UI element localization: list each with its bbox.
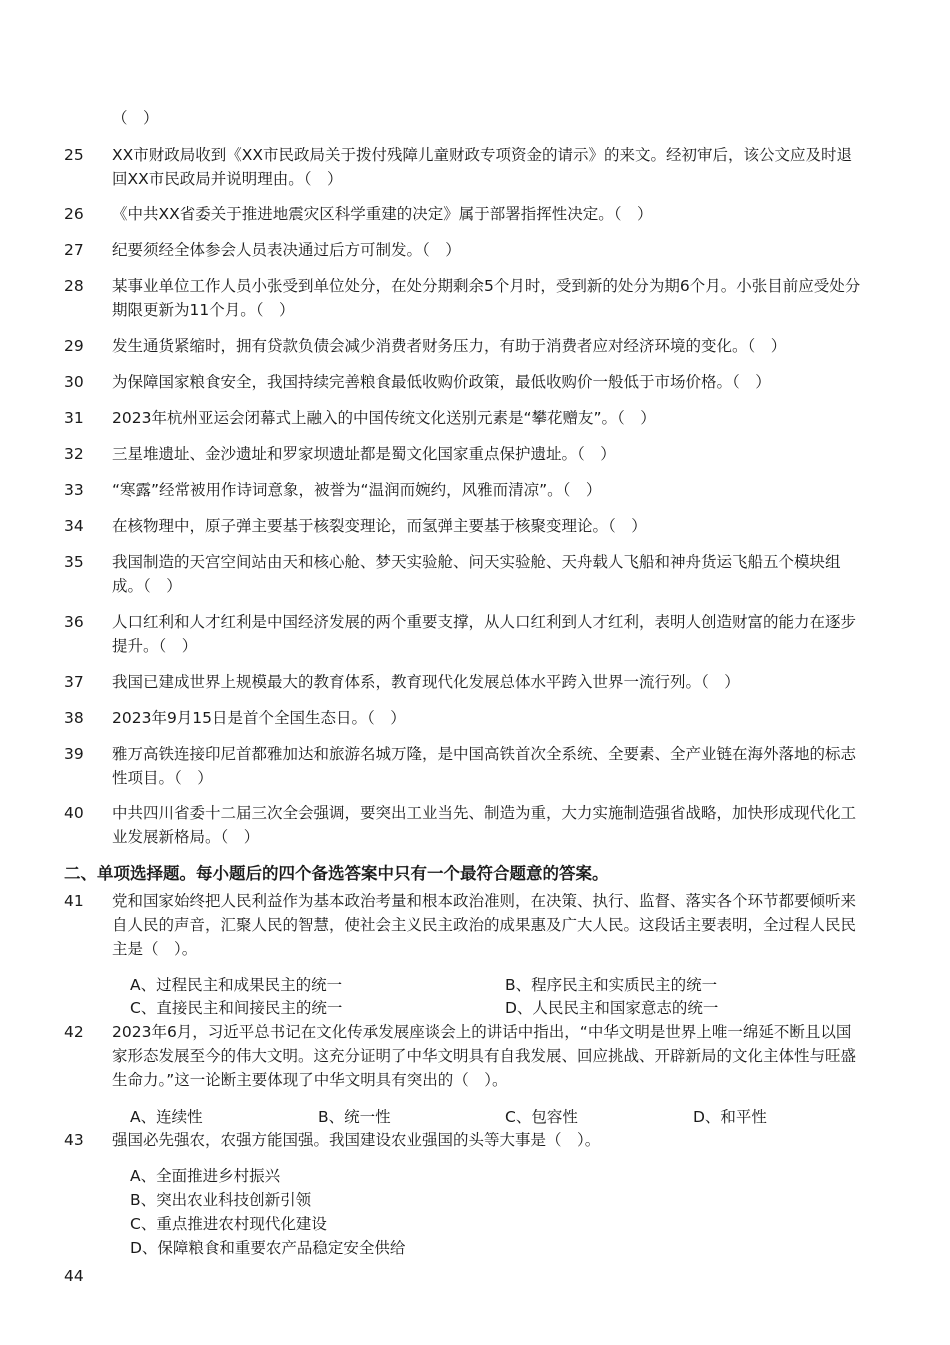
question-number: 42 [64,1023,84,1041]
question-text: 在核物理中，原子弹主要基于核裂变理论，而氢弹主要基于核聚变理论。（ ） [112,517,647,535]
section-heading: 二、单项选择题。每小题后的四个备选答案中只有一个最符合题意的答案。 [64,864,609,883]
question-number: 31 [64,409,84,427]
question-number: 43 [64,1131,84,1149]
previous-question-blank: （ ） [112,109,159,127]
question-32 [64,442,864,466]
option-a: A、连续性 [130,1108,203,1126]
question-text: 中共四川省委十二届三次全会强调，要突出工业当先、制造为重，大力实施制造强省战略，加快形成现代化工业发展新格局。（ ） [112,804,857,846]
question-text: 为保障国家粮食安全，我国持续完善粮食最低收购价政策，最低收购价一般低于市场价格。（ ） [112,373,771,391]
question-30 [64,370,864,394]
question-text: 我国已建成世界上规模最大的教育体系，教育现代化发展总体水平跨入世界一流行列。（ ） [112,673,740,691]
question-number: 44 [64,1267,84,1285]
question-number: 41 [64,892,84,910]
option-c: C、直接民主和间接民主的统一 [130,999,343,1017]
option-b: B、程序民主和实质民主的统一 [505,976,718,994]
question-number: 28 [64,277,84,295]
question-number: 38 [64,709,84,727]
question-34 [64,514,864,538]
question-text: “寒露”经常被用作诗词意象，被誉为“温润而婉约，风雅而清凉”。（ ） [112,481,602,499]
question-number: 33 [64,481,84,499]
question-39 [64,742,864,790]
question-text: 强国必先强农，农强方能国强。我国建设农业强国的头等大事是（ ）。 [112,1131,601,1149]
question-text: XX市财政局收到《XX市民政局关于拨付残障儿童财政专项资金的请示》的来文。经初审后，该公文应及时退回XX市民政局并说明理由。（ ） [112,146,852,188]
question-number: 40 [64,804,84,822]
question-text: 我国制造的天宫空间站由天和核心舱、梦天实验舱、问天实验舱、天舟载人飞船和神舟货运飞船五个模块组成。（ ） [112,553,841,595]
question-text: 2023年杭州亚运会闭幕式上融入的中国传统文化送别元素是“攀花赠友”。（ ） [112,409,656,427]
question-42 [64,1020,864,1092]
question-31 [64,406,864,430]
question-37 [64,670,864,694]
question-43 [64,1128,864,1152]
question-text: 2023年6月，习近平总书记在文化传承发展座谈会上的讲话中指出，“中华文明是世界上唯一绵延不断且以国家形态发展至今的伟大文明。这充分证明了中华文明具有自我发展、回应挑战、开辟新局的文化主体性与旺盛生命力。”这一论断主要体现了中华文明具有突出的（ ）。 [112,1023,857,1089]
question-28 [64,274,864,322]
question-number: 26 [64,205,84,223]
question-38 [64,706,864,730]
question-text: 三星堆遗址、金沙遗址和罗家坝遗址都是蜀文化国家重点保护遗址。（ ） [112,445,616,463]
question-29 [64,334,864,358]
question-33 [64,478,864,502]
option-d: D、保障粮食和重要农产品稳定安全供给 [130,1239,406,1257]
question-41 [64,889,864,961]
option-a: A、过程民主和成果民主的统一 [130,976,343,994]
question-text: 2023年9月15日是首个全国生态日。（ ） [112,709,406,727]
question-27 [64,238,864,262]
question-number: 29 [64,337,84,355]
question-25 [64,143,864,191]
question-number: 32 [64,445,84,463]
question-text: 《中共XX省委关于推进地震灾区科学重建的决定》属于部署指挥性决定。（ ） [112,205,653,223]
option-d: D、人民民主和国家意志的统一 [505,999,719,1017]
option-a: A、全面推进乡村振兴 [130,1167,281,1185]
question-number: 39 [64,745,84,763]
option-b: B、统一性 [318,1108,391,1126]
question-number: 27 [64,241,84,259]
question-text: 人口红利和人才红利是中国经济发展的两个重要支撑，从人口红利到人才红利，表明人创造财富的能力在逐步提升。（ ） [112,613,857,655]
question-number: 30 [64,373,84,391]
question-text: 雅万高铁连接印尼首都雅加达和旅游名城万隆，是中国高铁首次全系统、全要素、全产业链在海外落地的标志性项目。（ ） [112,745,857,787]
question-number: 37 [64,673,84,691]
question-40 [64,801,864,849]
option-d: D、和平性 [693,1108,767,1126]
option-c: C、重点推进农村现代化建设 [130,1215,327,1233]
question-number: 35 [64,553,84,571]
option-b: B、突出农业科技创新引领 [130,1191,312,1209]
question-text: 某事业单位工作人员小张受到单位处分，在处分期剩余5个月时，受到新的处分为期6个月。小张目前应受处分期限更新为11个月。（ ） [112,277,861,319]
option-c: C、包容性 [505,1108,578,1126]
question-number: 34 [64,517,84,535]
question-number: 36 [64,613,84,631]
question-number: 25 [64,146,84,164]
question-26 [64,202,864,226]
question-36 [64,610,864,658]
question-35 [64,550,864,598]
question-text: 纪要须经全体参会人员表决通过后方可制发。（ ） [112,241,461,259]
question-text: 发生通货紧缩时，拥有贷款负债会减少消费者财务压力，有助于消费者应对经济环境的变化。（ ） [112,337,787,355]
question-text: 党和国家始终把人民利益作为基本政治考量和根本政治准则，在决策、执行、监督、落实各个环节都要倾听来自人民的声音，汇聚人民的智慧，使社会主义民主政治的成果惠及广大人民。这段话主要表明，全过程人民民主是（ ）。 [112,892,857,958]
